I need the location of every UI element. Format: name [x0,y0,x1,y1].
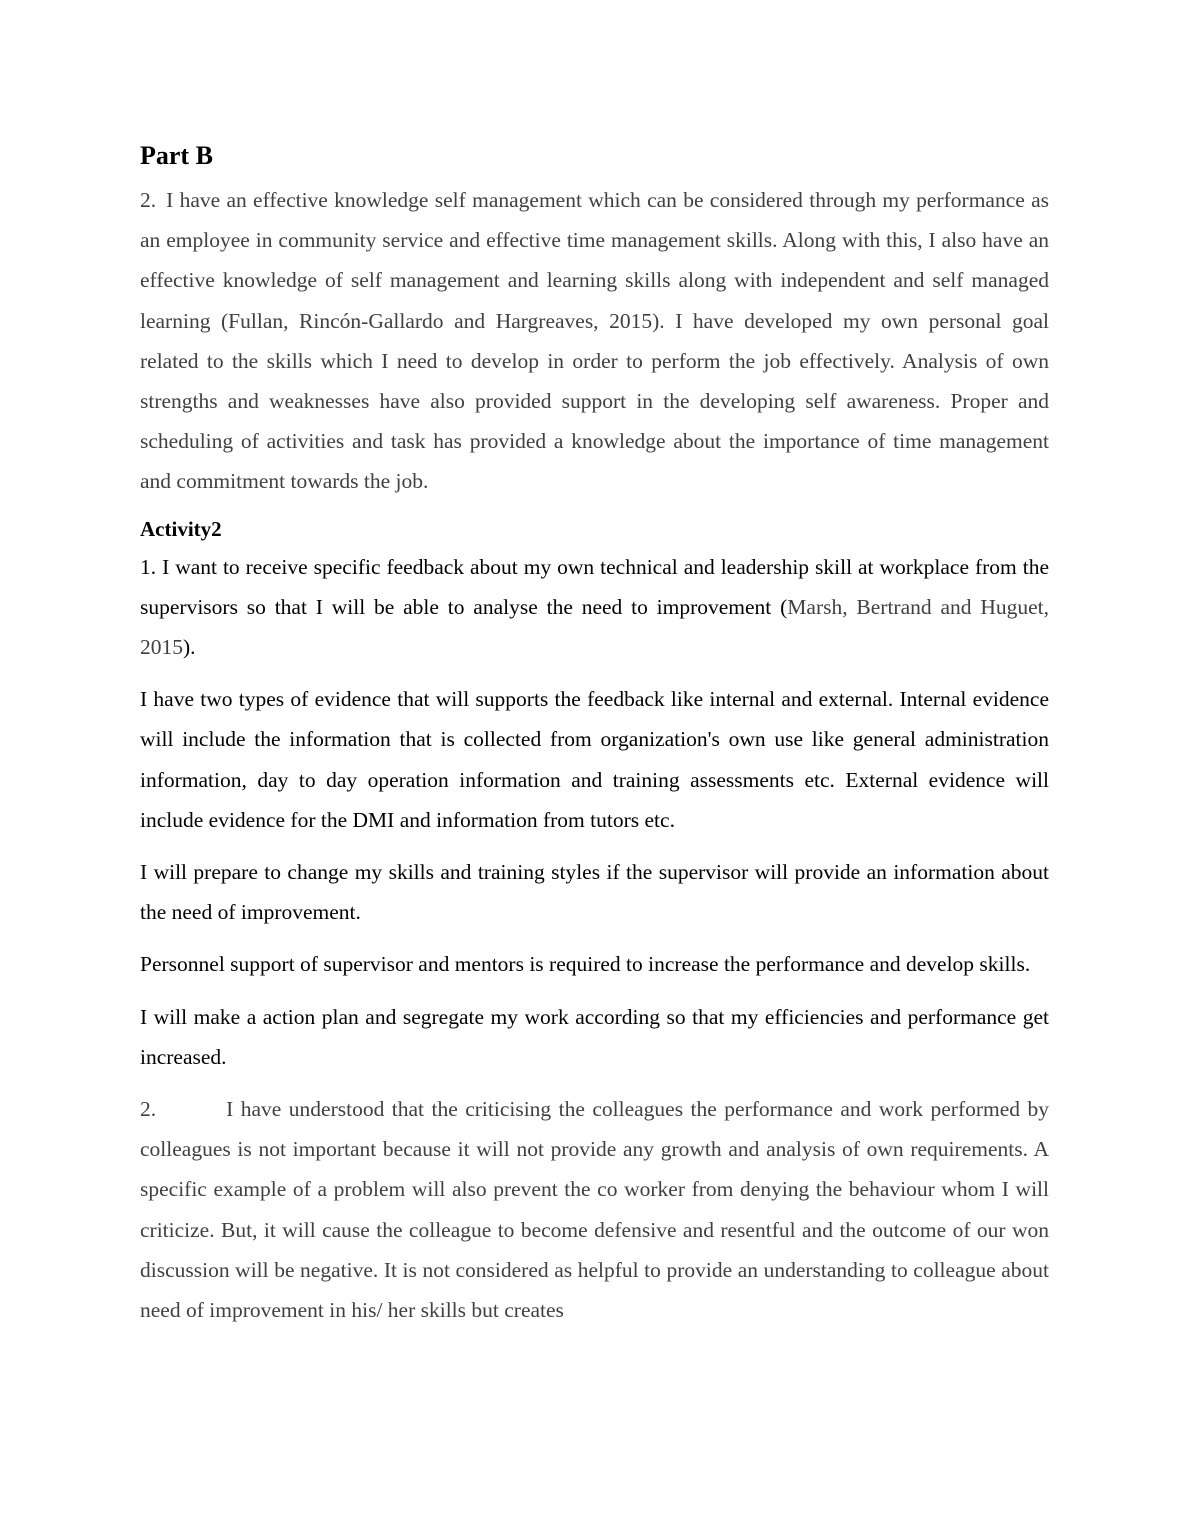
activity-paragraph-prepare: I will prepare to change my skills and training styles if the supervisor will provide an information about the need of improvement. [140,860,1049,925]
citation: Marsh, Bertrand and Huguet, 2015 [140,594,1049,660]
paragraph-text-end: ). I have developed my own personal goal related to the skills which I need to develop in order to perform the job effectively. Analysis of own strengths and weaknesses have also provided support in the developing self awareness. Proper and scheduling of activities and task has provided a knowledge about the importance of time management and commitment towards the job. [140,308,1049,494]
paragraph-text-start: I have an effective knowledge self management which can be considered through my performance as an employee in community service and effective time management skills. Along with this, I also have an effective knowledge of self management and learning skills along with independent and self managed learning ( [140,188,1049,333]
citation: Fullan, Rincón-Gallardo and Hargreaves, 2015 [228,308,653,333]
paragraph-number: 2. [140,188,157,212]
final-paragraph [140,1089,1049,1330]
document-page [140,138,1049,1342]
activity-paragraph-support: Personnel support of supervisor and mentors is required to increase the performance and develop skills. [140,952,1031,977]
activity-paragraph-feedback [140,547,1049,668]
paragraph-text-end: ). [183,635,196,660]
part-b-paragraph [140,180,1049,502]
activity-paragraph-evidence: I have two types of evidence that will supports the feedback like internal and external. Internal evidence will include the information that is collected from organization's own use like general administration information, day to day operation information and training assessments etc. External evidence will include evidence for the DMI and information from tutors etc. [140,687,1049,832]
paragraph-text: 1. I want to receive specific feedback about my own technical and leadership skill at workplace from the supervisors so that I will be able to analyse the need to improvement ( [140,554,1049,619]
activity-2-heading: Activity2 [140,516,222,541]
paragraph-text: I have understood that the criticising the colleagues the performance and work performed by colleagues is not important because it will not provide any growth and analysis of own requirements. A specific example of a problem will also prevent the co worker from denying the behaviour whom I will criticize. But, it will cause the colleague to become defensive and resentful and the outcome of our won discussion will be negative. It is not considered as helpful to provide an understanding to colleague about need of improvement in his/ her skills but creates [140,1097,1049,1323]
paragraph-number: 2. [140,1097,157,1122]
part-b-heading: Part B [140,141,213,170]
activity-paragraph-action-plan: I will make a action plan and segregate my work according so that my efficiencies and performance get increased. [140,1004,1049,1069]
